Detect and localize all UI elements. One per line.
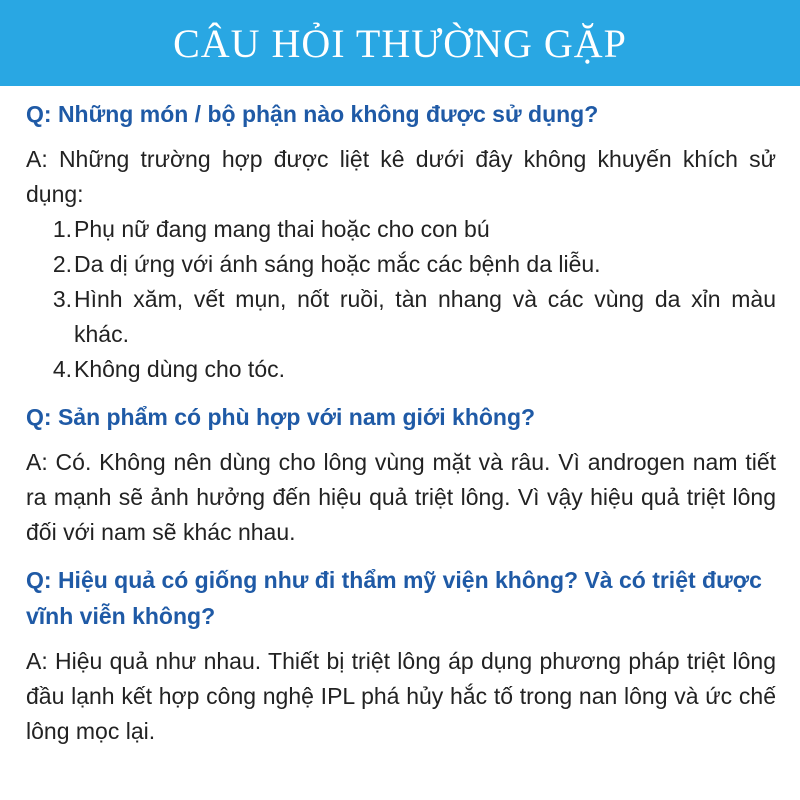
faq-answer-1: A: Những trường hợp được liệt kê dưới đây không khuyến khích sử dụng: bbox=[26, 146, 776, 207]
faq-question-1: Q: Những món / bộ phận nào không được sử dụng? bbox=[26, 101, 599, 127]
list-item-number: 1. bbox=[52, 216, 72, 242]
list-item bbox=[26, 282, 776, 352]
list-item-text: Không dùng cho tóc. bbox=[74, 356, 285, 382]
faq-content bbox=[0, 86, 800, 749]
list-item-text: Phụ nữ đang mang thai hoặc cho con bú bbox=[74, 216, 490, 242]
restriction-list bbox=[26, 212, 776, 387]
list-item bbox=[26, 247, 776, 282]
faq-answer-2: A: Có. Không nên dùng cho lông vùng mặt và râu. Vì androgen nam tiết ra mạnh sẽ ảnh hưởng đến hiệu quả triệt lông. Vì vậy hiệu quả triệt lông đối với nam sẽ khác nhau. bbox=[26, 449, 776, 545]
list-item-number: 3. bbox=[52, 286, 72, 312]
faq-question-3: Q: Hiệu quả có giống như đi thẩm mỹ viện không? Và có triệt được vĩnh viễn không? bbox=[26, 567, 762, 629]
list-item bbox=[26, 352, 776, 387]
list-item-number: 2. bbox=[52, 251, 72, 277]
list-item bbox=[26, 212, 776, 247]
faq-answer-3: A: Hiệu quả như nhau. Thiết bị triệt lông áp dụng phương pháp triệt lông đầu lạnh kết hợp công nghệ IPL phá hủy hắc tố trong nan lông và ức chế lông mọc lại. bbox=[26, 648, 776, 744]
faq-question-2: Q: Sản phẩm có phù hợp với nam giới không? bbox=[26, 404, 536, 430]
list-item-number: 4. bbox=[52, 356, 72, 382]
page-title: CÂU HỎI THƯỜNG GẶP bbox=[173, 20, 627, 66]
header-banner bbox=[0, 0, 800, 86]
list-item-text: Hình xăm, vết mụn, nốt ruồi, tàn nhang và các vùng da xỉn màu khác. bbox=[74, 286, 776, 347]
list-item-text: Da dị ứng với ánh sáng hoặc mắc các bệnh da liễu. bbox=[74, 251, 601, 277]
